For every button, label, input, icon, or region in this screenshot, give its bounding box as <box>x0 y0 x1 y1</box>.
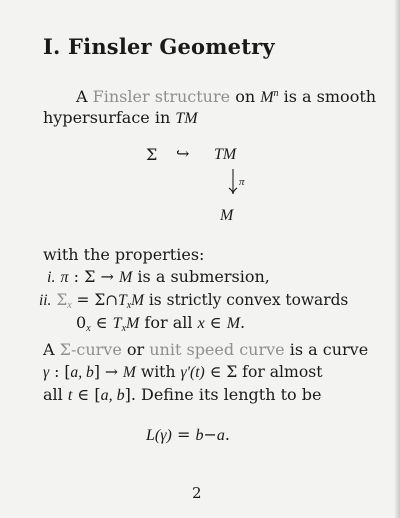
math-exp-n: n <box>273 88 279 99</box>
text: . <box>240 313 246 332</box>
text: : Σ → <box>68 267 120 286</box>
text: A <box>76 87 93 106</box>
math-pi: π <box>60 269 69 286</box>
text: ∈ Σ for almost <box>204 363 323 381</box>
projection-label: π <box>239 176 245 188</box>
text: − <box>203 425 217 444</box>
math-m: M <box>126 315 140 332</box>
text: = <box>171 425 196 444</box>
math-tm: TM <box>175 110 198 127</box>
text: ]. Define its length to be <box>124 385 322 404</box>
sub-x: x <box>121 323 127 334</box>
math-t: t <box>67 387 73 404</box>
math-t: T <box>112 315 122 332</box>
text: is strictly convex towards <box>143 291 349 309</box>
math-sigma: Σ <box>56 291 68 309</box>
text: with <box>135 363 181 381</box>
math-a: a <box>216 427 225 444</box>
math-m: M <box>260 89 274 106</box>
para1-line1 <box>76 86 376 108</box>
text: hypersurface in <box>43 108 176 127</box>
math-t: T <box>118 292 127 309</box>
down-arrow-icon <box>226 168 240 196</box>
diagram-m: M <box>220 207 234 224</box>
text: . <box>224 425 230 444</box>
para2-line1 <box>43 339 368 360</box>
text: ∈ [ <box>72 385 101 404</box>
sub-x: x <box>126 300 132 311</box>
para2-line3 <box>43 384 321 406</box>
math-ab: a, b <box>100 387 125 404</box>
math-arg: (γ) <box>154 427 172 444</box>
sub-x: x <box>67 300 72 311</box>
math-m: M <box>226 315 241 332</box>
sub-x: x <box>86 323 91 334</box>
term-sigma-curve: Σ-curve <box>59 340 122 359</box>
text: = Σ∩ <box>71 291 119 309</box>
hook-arrow: ↪ <box>176 144 190 163</box>
text: is a smooth <box>278 87 377 106</box>
property-ii-line2 <box>76 312 245 334</box>
list-label: ii. <box>39 292 52 309</box>
property-ii-line1 <box>39 290 348 311</box>
term-unit-speed-curve: unit speed curve <box>149 340 285 359</box>
text: ] → <box>93 363 123 381</box>
math-x: x <box>197 315 205 332</box>
diagram-tm: TM <box>214 146 237 163</box>
page-number: 2 <box>192 484 202 502</box>
diagram-sigma: Σ <box>146 145 158 164</box>
math-t: (t) <box>190 364 205 381</box>
para2-line2 <box>43 362 322 383</box>
math-m: M <box>119 269 133 286</box>
math-ab: a, b <box>70 364 94 381</box>
property-i <box>47 266 270 288</box>
list-label: i. <box>47 269 56 286</box>
math-m: M <box>131 292 144 309</box>
text: : [ <box>49 363 71 381</box>
math-gamma: γ <box>43 364 50 381</box>
properties-intro: with the properties: <box>43 245 205 264</box>
text: is a curve <box>284 340 369 359</box>
text: on <box>230 87 261 106</box>
text: A <box>43 340 60 359</box>
page-edge-shadow <box>394 0 400 518</box>
math-m: M <box>122 364 136 381</box>
text: for all <box>139 313 198 332</box>
math-l: L <box>146 427 155 444</box>
section-heading: I. Finsler Geometry <box>43 34 275 59</box>
math-zero: 0 <box>76 313 87 332</box>
term-finsler-structure: Finsler structure <box>92 87 231 106</box>
text: all <box>43 385 68 404</box>
length-formula <box>146 424 230 446</box>
text: is a submersion, <box>132 267 270 286</box>
text: or <box>121 340 150 359</box>
para1-line2 <box>43 107 198 129</box>
math-gamma-prime: γ′ <box>180 364 191 381</box>
text: ∈ <box>90 313 113 332</box>
math-b: b <box>195 427 204 444</box>
text: ∈ <box>204 313 227 332</box>
